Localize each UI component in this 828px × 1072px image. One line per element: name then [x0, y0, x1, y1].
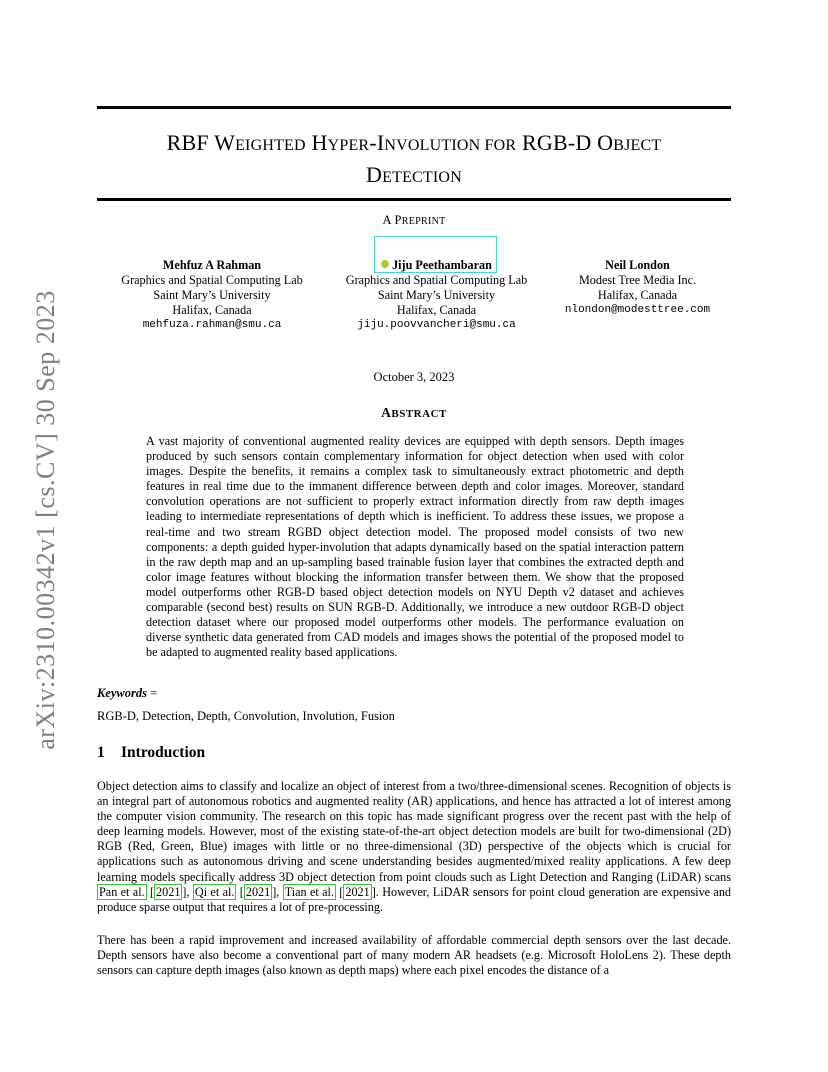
abstract-heading	[0, 405, 828, 421]
author-location: Halifax, Canada	[172, 303, 252, 317]
section-title: Introduction	[121, 744, 206, 761]
title-line-2	[366, 162, 462, 187]
keywords-label	[97, 686, 157, 701]
title-fragment: RBF W	[166, 130, 236, 155]
title-fragment: BJECT	[613, 137, 662, 154]
author-1	[110, 258, 314, 333]
citation-year-link[interactable]: 2021	[345, 884, 370, 899]
author-email[interactable]: jiju.poovvancheri@smu.ca	[357, 319, 516, 331]
author-email[interactable]: mehfuza.rahman@smu.ca	[142, 319, 282, 331]
author-university: Saint Mary’s University	[377, 288, 496, 302]
title-fragment: H	[305, 130, 328, 155]
title-top-rule	[97, 106, 731, 109]
title-fragment: NVOLUTION FOR	[384, 137, 517, 154]
author-location: Halifax, Canada	[396, 303, 477, 317]
author-affiliation: Modest Tree Media Inc.	[578, 273, 697, 287]
author-location: Halifax, Canada	[597, 288, 678, 302]
author-name: Mehfuz A Rahman	[162, 258, 262, 272]
citation-year-link[interactable]: 2021	[245, 884, 271, 899]
section-number: 1	[97, 744, 105, 761]
title-line-1	[167, 130, 662, 155]
preprint-fragment: REPRINT	[401, 216, 446, 227]
title-fragment: YPER	[327, 137, 370, 154]
keywords-label-text: Keywords	[97, 686, 147, 700]
citation-link[interactable]: Pan et al.	[99, 884, 145, 899]
title-fragment: -I	[369, 130, 385, 155]
intro-paragraph-1: Object detection aims to classify and localize an object of interest from a two/three-dimensional scenes. Recognition of objects is an integral part of autonomous robotics and augmented reality (AR) applications, and hence has attracted a lot of interest among the computer vision community. The research on this topic has made significant progress over the recent past with the help of deep learning models. However, most of the existing state-of-the-art object detection models are built for two-dimensional (2D) RGB (Red, Green, Blue) images with little or no three-dimensional (3D) perspective of the objects which is crucial for applications such as autonomous driving and scene understanding besides augmented/mixed reality applications. A few deep learning models specifically address 3D object detection from point clouds such as Light Detection and Ranging (LiDAR) scans Pan et al. [ 2021 ], Qi et al. [ 2021 ], Tian et al. [ 2021 ]. However, LiDAR sensors for point cloud generation are expensive and produce sparse output that requires a lot of pre-processing.	[97, 779, 732, 914]
abstract-heading-fragment: A	[381, 405, 392, 420]
intro-paragraph-2: There has been a rapid improvement and increased availability of affordable commercial depth sensors over the last decade. Depth sensors have also become a conventional part of many modern AR headsets (e.g. Microsoft HoloLens 2). These depth sensors can capture depth images (also known as depth maps) where each pixel encodes the distance of a	[97, 933, 731, 978]
title-bottom-rule	[97, 198, 731, 201]
paper-date: October 3, 2023	[373, 370, 455, 384]
abstract-text: A vast majority of conventional augmented reality devices are equipped with depth sensors. Depth images produced by such sensors contain complementary information for object detection when used with color images. Despite the benefits, it remains a complex task to simultaneously extract photometric and depth features in real time due to the immanent difference between depth and color images. Moreover, standard convolution operations are not sufficient to properly extract information directly from raw depth images leading to intermediate representations of depth which is inefficient. To address these issues, we propose a real-time and two stream RGBD object detection model. The proposed model consists of two new components: a depth guided hyper-involution that adapts dynamically based on the spatial interaction pattern in the raw depth map and an up-sampling based trainable fusion layer that combines the extracted depth and color image features without blocking the information transfer between them. We show that the proposed model outperforms other RGB-D based object detection models on NYU Depth v2 dataset and achieves comparable (second best) results on SUN RGB-D. Additionally, we introduce a new outdoor RGB-D object detection dataset where our proposed model outperforms other models. The performance evaluation on diverse synthetic data generated from CAD models and images shows the potential of the proposed model to be adapted to augmented reality based applications.	[146, 434, 684, 660]
author-name: Neil London	[605, 258, 670, 272]
author-university: Saint Mary’s University	[153, 288, 271, 302]
author-3	[555, 258, 720, 318]
author-affiliation: Graphics and Spatial Computing Lab	[345, 273, 528, 287]
paragraph-text: Object detection aims to classify and localize an object of interest from a two/three-dimensional scenes. Recognition of objects is an integral part of autonomous robotics and augmented reality (AR) applications, and hence has attracted a lot of interest among the computer vision community. The research on this topic has made significant progress over the recent past with the help of deep learning models. However, most of the existing state-of-the-art object detection models are built for two-dimensional (2D) RGB (Red, Green, Blue) images with little or no three-dimensional (3D) perspective of the objects which is crucial for applications such as autonomous driving and scene understanding besides augmented/mixed reality applications. A few deep learning models specifically address 3D object detection from point clouds such as Light Detection and Ranging (LiDAR) scans	[97, 779, 731, 884]
title-fragment: EIGHTED	[235, 137, 306, 154]
keywords-list: RGB-D, Detection, Depth, Convolution, Involution, Fusion	[97, 709, 395, 723]
citation-link[interactable]: Qi et al.	[194, 884, 235, 899]
author-email[interactable]: nlondon@modesttree.com	[564, 304, 711, 316]
arxiv-identifier-text: arXiv:2310.00342v1 [cs.CV] 30 Sep 2023	[31, 290, 60, 750]
citation-year-link[interactable]: 2021	[156, 884, 181, 899]
title-fragment: ETECTION	[382, 169, 462, 186]
citation-link[interactable]: Tian et al.	[284, 884, 334, 899]
abstract-heading-fragment: BSTRACT	[391, 408, 447, 420]
author-name: Jiju Peethambaran	[392, 258, 492, 272]
author-2	[334, 258, 539, 333]
paper-title	[97, 128, 731, 192]
preprint-label	[0, 213, 828, 228]
orcid-icon[interactable]	[381, 260, 389, 268]
title-fragment: D	[366, 162, 383, 187]
paragraph-text: However, LiDAR sensors for point cloud generation are expensive and produce sparse output that requires a lot of pre-processing.	[97, 884, 732, 914]
title-fragment: RGB-D O	[516, 130, 614, 155]
preprint-fragment: A P	[382, 213, 402, 227]
author-affiliation: Graphics and Spatial Computing Lab	[121, 273, 303, 287]
author-name-row	[334, 258, 539, 273]
section-heading	[97, 744, 205, 762]
keywords-label-suffix: =	[147, 686, 158, 700]
